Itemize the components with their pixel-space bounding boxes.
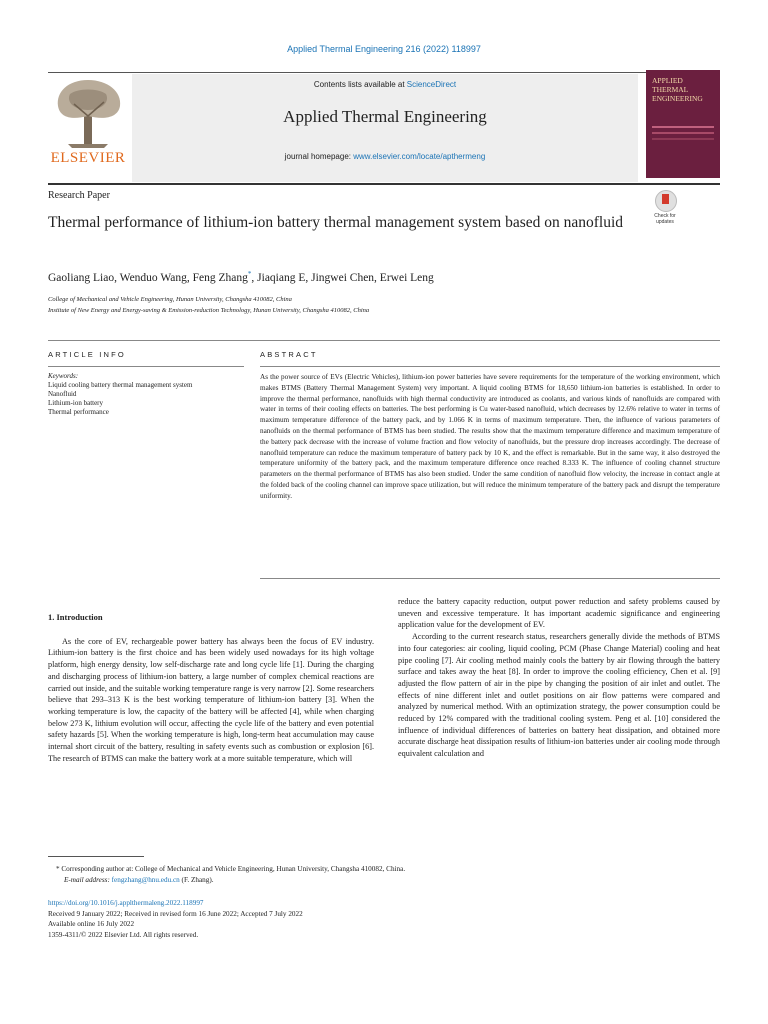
contents-line (132, 80, 638, 89)
corresponding-note: * Corresponding author at: College of Mechanical and Vehicle Engineering, Hunan University, Changsha 410082, China. (56, 865, 406, 873)
authors-before: Gaoliang Liao, Wenduo Wang, Feng Zhang (48, 271, 248, 284)
body-paragraph: reduce the battery capacity reduction, output power reduction and safety problems caused by uneven and excessive temperature. It has important academic significance and engineering application value for the development of EV. (398, 597, 720, 630)
doi-link[interactable]: https://doi.org/10.1016/j.applthermaleng.2022.118997 (48, 899, 204, 907)
article-info-divider (48, 366, 244, 367)
journal-cover-image (646, 70, 720, 178)
email-line (48, 875, 720, 886)
keyword-item: Nanofluid (48, 390, 77, 398)
article-title: Thermal performance of lithium-ion battery thermal management system based on nanofluid (48, 214, 624, 231)
cover-stripe (652, 138, 714, 140)
keyword-item: Thermal performance (48, 408, 109, 416)
footnote (48, 864, 720, 886)
abstract-divider (260, 366, 720, 367)
available-online: Available online 16 July 2022 (48, 920, 135, 928)
contents-prefix: Contents lists available at (313, 80, 407, 89)
abstract-header: ABSTRACT (260, 350, 318, 359)
header-panel (132, 74, 638, 182)
email-suffix: (F. Zhang). (179, 876, 214, 884)
journal-title: Applied Thermal Engineering (283, 107, 487, 126)
email-link[interactable]: fengzhang@hnu.edu.cn (111, 876, 180, 884)
check-updates-label: Check for updates (654, 213, 676, 225)
keywords-label: Keywords: (48, 372, 79, 380)
homepage-line (132, 152, 638, 161)
abstract-bottom-divider (260, 578, 720, 579)
article-info-header: ARTICLE INFO (48, 350, 126, 359)
body-paragraph: According to the current research status, researchers generally divide the methods of BTMS into four categories: air cooling, liquid cooling, PCM (Phase Change Material) cooling and heat pipe cooling [7]. Air cooling method mainly cools the battery by air flowing through the battery surface and takes away the heat [8]. In order to improve the cooling efficiency, Chen et al. [9] adjusted the flow pattern of air in the pipe by changing the position of air inlet and outlet. The effects of nine different inlet and outlet positions on air flow patterns were compared and analyzed by numerical method. With an optimization strategy, the power consumption could be reduced by 12% compared with the traditional cooling system. Peng et al. [10] considered the influence of individual differences of batteries on battery heat dissipation, and obtained more accurate discharge heat dissipation results of lithium-ion batteries under air cooling mode through equivalent calculation and (398, 632, 720, 759)
bookmark-icon (662, 194, 669, 204)
affiliation: Institute of New Energy and Energy-saving & Emission-reduction Technology, Hunan University, Changsha 410082, China (48, 307, 370, 314)
keyword-item: Lithium-ion battery (48, 399, 104, 407)
cover-stripe (652, 126, 714, 128)
cover-stripe (652, 132, 714, 134)
article-type: Research Paper (48, 190, 110, 201)
body-column-left (48, 612, 374, 764)
tree-icon (48, 74, 128, 150)
keywords-block (48, 372, 244, 417)
email-label: E-mail address: (64, 876, 112, 884)
body-paragraph: As the core of EV, rechargeable power battery has always been the focus of EV industry. Lithium-ion battery is the first choice and has been widely used nowadays for its high voltage platform, high energy density, low self-discharge rate and long cycle life [1]. During the charging and discharging process of lithium-ion battery, a large number of complex chemical reactions are carried out inside, and the suitable working temperature range is very narrow [2]. Some researchers believe that 293–313 K is the best working temperature of lithium-ion battery [3]. When the working temperature is low, the capacity of the battery will be affected [4], while when charging below 273 K, lithium evolution will occur, affecting the cycle life of the battery and even potential safety hazards [5]. When the working temperature is high, long-term heat accumulation may cause internal short circuit of the battery, resulting in safety events such as combustion or explosion [6]. The research of BTMS can make the battery work at a more suitable temperature, which will (48, 636, 374, 763)
received-dates: Received 9 January 2022; Received in revised form 16 June 2022; Accepted 7 July 2022 (48, 909, 303, 918)
footnote-divider (48, 856, 144, 857)
check-for-updates-badge[interactable] (648, 190, 682, 230)
author-list (48, 270, 434, 284)
introduction-heading: 1. Introduction (48, 612, 103, 622)
header-divider-top (48, 72, 720, 73)
corresponding-author-mark[interactable]: * (247, 270, 252, 278)
authors-after: , Jiaqiang E, Jingwei Chen, Erwei Leng (251, 271, 434, 284)
keyword-item: Liquid cooling battery thermal management system (48, 381, 193, 389)
publication-info (48, 898, 720, 940)
homepage-prefix: journal homepage: (284, 152, 354, 161)
sciencedirect-link[interactable]: ScienceDirect (406, 80, 457, 89)
body-column-right (398, 596, 720, 760)
elsevier-logo-text: ELSEVIER (50, 150, 126, 166)
section-divider (48, 340, 720, 341)
affiliation: College of Mechanical and Vehicle Engineering, Hunan University, Changsha 410082, China (48, 296, 292, 303)
journal-citation[interactable]: Applied Thermal Engineering 216 (2022) 118997 (287, 44, 481, 54)
header-divider-bottom (48, 183, 720, 185)
homepage-link[interactable]: www.elsevier.com/locate/apthermeng (353, 152, 486, 161)
copyright: 1359-4311/© 2022 Elsevier Ltd. All rights reserved. (48, 930, 199, 939)
cover-title: APPLIED THERMAL ENGINEERING (652, 76, 703, 103)
abstract-text: As the power source of EVs (Electric Vehicles), lithium-ion power batteries have severe requirements for the temperature of the working environment, which makes BTMS (Battery Thermal Management System) very important. A liquid cooling BTMS for 18,650 lithium-ion batteries is established. In order to improve the thermal performance, nanofluids with high thermal conductivity are introduced as coolants, and various kinds of nanofluids are compared with water in terms of their cooling effects on batteries. The best performing is Cu water-based nanofluid, which decreases by 12.6% relative to water in terms of maximum temperature difference of the battery pack, and by 1.066 K in terms of maximum temperature. Then, the influence of various parameters of nanofluids on the thermal performance of BTMS has been studied. The results show that the maximum temperature difference and maximum temperature of the battery pack decrease with the increase of volume fraction and flow velocity of nanofluids, but the pressure drop increases accordingly. The decrease of nanofluid temperature can reduce the maximum temperature of battery pack by 10 K, and the effect is remarkable. But in the same way, it also destroyed the temperature uniformity of the battery pack, and the maximum temperature difference once reached 8.333 K. The influence of cooling channel structure parameters on the thermal performance of BTMS has also been studied. Under the same condition of nanofluid flow velocity, the increase in contact angle at the folded back of the cooling channel can improve space utilization, but will reduce the minimum temperature of the battery pack and disrupt the temperature uniformity. (260, 373, 720, 500)
